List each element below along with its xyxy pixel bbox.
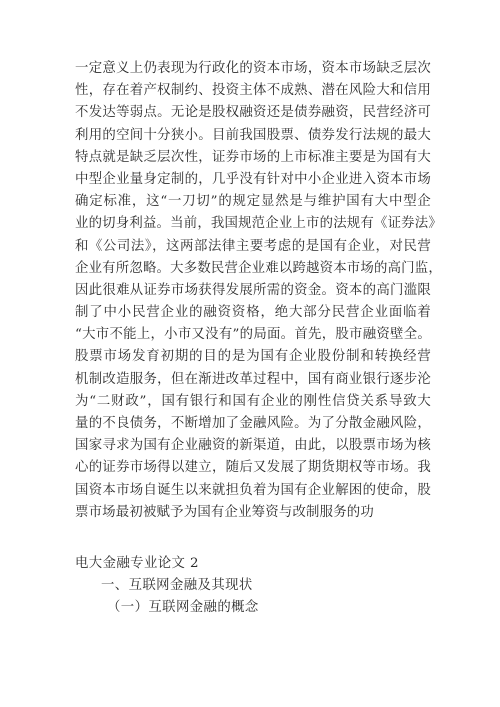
- paragraph-line: 心的证券市场得以建立，随后又发展了期货期权等市场。我: [75, 460, 431, 476]
- paragraph-line: 票市场最初被赋予为国有企业筹资与改制服务的功: [75, 504, 374, 520]
- section-heading: 一、互联网金融及其现状: [101, 578, 253, 594]
- paragraph-line: 业的切身利益。当前，我国规范企业上市的法规有《证券法》: [75, 216, 442, 232]
- paragraph-line: 因此很难从证券市场获得发展所需的资金。资本的高门滥限: [75, 282, 431, 298]
- paragraph-line: 一定意义上仍表现为行政化的资本市场，资本市场缺乏层次: [75, 61, 431, 76]
- paragraph-line: 国资本市场自诞生以来就担负着为国有企业解困的使命，股: [75, 482, 431, 498]
- paragraph-line: 国家寻求为国有企业融资的新渠道，由此，以股票市场为核: [75, 438, 431, 454]
- paragraph-line: 利用的空间十分狭小。目前我国股票、债券发行法规的最大: [75, 127, 431, 143]
- paragraph-line: 中型企业量身定制的，几乎没有针对中小企业进入资本市场: [75, 171, 431, 187]
- paragraph-line: 性，存在着产权制约、投资主体不成熟、潜在风险大和信用: [75, 83, 431, 99]
- paragraph-line: 和《公司法》，这两部法律主要考虑的是国有企业，对民营: [75, 238, 431, 254]
- paragraph-line: 确定标准，这“一刀切”的规定显然是与维护国有大中型企: [75, 194, 431, 210]
- paragraph-line: 特点就是缺乏层次性，证券市场的上市标准主要是为国有大: [75, 149, 431, 165]
- paragraph-line: “大市不能上，小市又没有”的局面。首先，股市融资壁全。: [75, 327, 431, 343]
- paragraph-line: 不发达等弱点。无论是股权融资还是债券融资，民营经济可: [75, 105, 431, 121]
- paragraph-line: 制了中小民营企业的融资资格，绝大部分民营企业面临着: [75, 305, 431, 321]
- paragraph-line: 机制改造服务，但在渐进改革过程中，国有商业银行逐步沦: [75, 371, 431, 387]
- body-paragraph: [75, 58, 442, 524]
- article-title: 电大金融专业论文 2: [75, 556, 199, 571]
- paragraph-line: 量的不良债务，不断增加了金融风险。为了分散金融风险，: [75, 416, 431, 431]
- paragraph-line: 企业有所忽略。大多数民营企业难以跨越资本市场的高门监，: [75, 260, 442, 276]
- headings: [75, 553, 431, 620]
- paragraph-line: 股票市场发育初期的目的是为国有企业股份制和转换经营: [75, 349, 431, 365]
- subsection-heading: （一）互联网金融的概念: [107, 600, 259, 616]
- paragraph-line: 为“二财政”，国有银行和国有企业的刚性信贷关系导致大: [75, 393, 431, 409]
